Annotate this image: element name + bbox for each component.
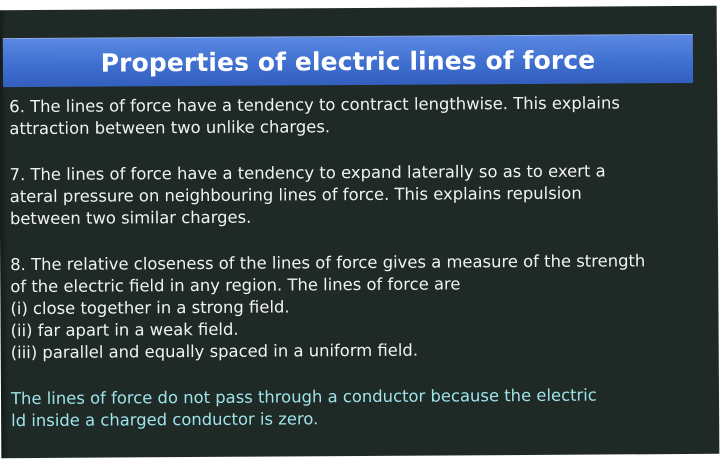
slide [0, 6, 719, 458]
point-6-line-1: 6. The lines of force have a tendency to contract lengthwise. This explains [9, 93, 620, 117]
point-8-item-3: (iii) parallel and equally spaced in a uniform field. [10, 340, 419, 363]
point-7-line-1: 7. The lines of force have a tendency to expand laterally so as to exert a [9, 161, 606, 185]
point-7-line-3: between two similar charges. [9, 207, 252, 229]
slide-body [9, 92, 701, 432]
point-8-line-1: 8. The relative closeness of the lines of force gives a measure of the strength [10, 251, 646, 275]
title-bar [3, 34, 693, 87]
point-7-line-2: ateral pressure on neighbouring lines of force. This explains repulsion [9, 183, 582, 207]
point-8-item-2: (ii) far apart in a weak field. [10, 319, 239, 341]
point-9-line-1: The lines of force do not pass through a conductor because the electric [10, 385, 597, 409]
point-6 [9, 92, 699, 140]
slide-title: Properties of electric lines of force [100, 45, 596, 78]
point-8 [10, 250, 701, 364]
point-6-line-2: attraction between two unlike charges. [9, 117, 331, 139]
point-9-line-2: ld inside a charged conductor is zero. [11, 409, 319, 431]
point-7 [10, 160, 700, 230]
point-9 [11, 384, 701, 432]
point-8-item-1: (i) close together in a strong field. [10, 297, 290, 319]
point-8-line-2: of the electric field in any region. The lines of force are [10, 274, 461, 297]
